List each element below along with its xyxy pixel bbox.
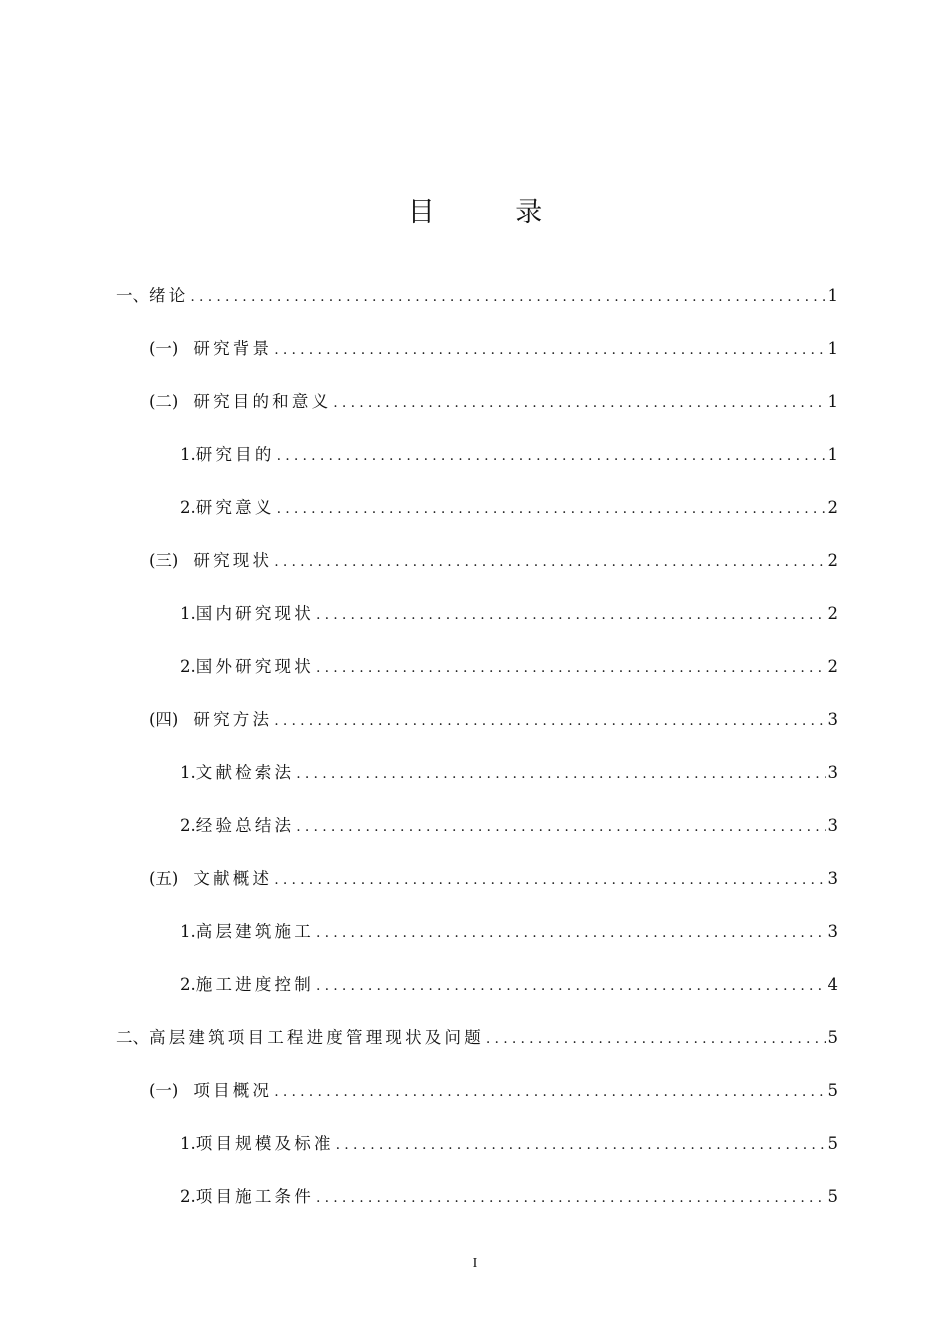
toc-entry-heading xyxy=(149,333,272,365)
toc-entry-label: 研究目的 xyxy=(195,445,275,464)
toc-entry-number: 1. xyxy=(180,763,196,782)
toc-dot-leader xyxy=(275,440,826,472)
toc-entry-heading xyxy=(180,916,314,948)
toc-entry[interactable] xyxy=(116,916,838,969)
toc-dot-leader xyxy=(294,758,825,790)
toc-dot-leader xyxy=(188,281,825,313)
toc-entry-label: 绪论 xyxy=(149,286,189,305)
toc-entry[interactable] xyxy=(116,704,838,757)
toc-entry-heading xyxy=(149,1075,272,1107)
toc-entry[interactable] xyxy=(116,545,838,598)
toc-entry[interactable] xyxy=(116,757,838,810)
toc-entry[interactable] xyxy=(116,1022,838,1075)
toc-entry-heading xyxy=(180,757,294,789)
toc-dot-leader xyxy=(314,1182,826,1214)
toc-dot-leader xyxy=(314,599,826,631)
toc-entry-number: (五) xyxy=(149,869,179,888)
toc-entry[interactable] xyxy=(116,969,838,1022)
toc-entry-number: 1. xyxy=(180,445,196,464)
toc-entry-page: 5 xyxy=(827,1081,838,1100)
toc-entry[interactable] xyxy=(116,1075,838,1128)
toc-entry-page: 2 xyxy=(827,604,838,623)
toc-entry-label: 施工进度控制 xyxy=(195,975,314,994)
toc-dot-leader xyxy=(272,705,825,737)
toc-entry[interactable] xyxy=(116,333,838,386)
toc-entry-label: 项目概况 xyxy=(193,1081,273,1100)
toc-entry[interactable] xyxy=(116,1128,838,1181)
toc-entry-page: 1 xyxy=(827,339,838,358)
toc-entry[interactable] xyxy=(116,439,838,492)
toc-entry-label: 研究背景 xyxy=(193,339,273,358)
toc-entry-page: 3 xyxy=(827,763,838,782)
toc-entry-number: (三) xyxy=(149,551,179,570)
toc-entry-page: 1 xyxy=(827,392,838,411)
toc-entry-heading xyxy=(180,439,275,471)
toc-entry-page: 2 xyxy=(827,657,838,676)
toc-entry[interactable] xyxy=(116,651,838,704)
toc-entry-number: (一) xyxy=(149,1081,179,1100)
toc-entry-heading xyxy=(180,1181,314,1213)
toc-entry-label: 高层建筑施工 xyxy=(195,922,314,941)
toc-dot-leader xyxy=(275,493,826,525)
toc-entry-heading xyxy=(180,492,275,524)
toc-dot-leader xyxy=(314,652,826,684)
toc-dot-leader xyxy=(484,1023,826,1055)
toc-entry-heading xyxy=(149,545,272,577)
toc-dot-leader xyxy=(272,1076,825,1108)
toc-entry-heading xyxy=(180,1128,334,1160)
toc-entry-label: 国内研究现状 xyxy=(195,604,314,623)
toc-entry-number: 一、 xyxy=(116,286,149,305)
toc-entry-number: 2. xyxy=(180,657,196,676)
toc-entry[interactable] xyxy=(116,863,838,916)
page-title: 目 录 xyxy=(407,197,579,228)
toc-dot-leader xyxy=(314,970,826,1002)
toc-entry[interactable] xyxy=(116,386,838,439)
toc-entry-number: 2. xyxy=(180,975,196,994)
table-of-contents xyxy=(116,280,838,1234)
toc-entry-page: 4 xyxy=(827,975,838,994)
toc-entry-label: 文献检索法 xyxy=(195,763,295,782)
toc-entry-page: 5 xyxy=(827,1134,838,1153)
toc-entry-label: 研究方法 xyxy=(193,710,273,729)
toc-dot-leader xyxy=(314,917,826,949)
toc-entry[interactable] xyxy=(116,1181,838,1234)
toc-entry-page: 2 xyxy=(827,498,838,517)
toc-entry-page: 1 xyxy=(827,445,838,464)
toc-entry-label: 国外研究现状 xyxy=(195,657,314,676)
toc-entry-number: 2. xyxy=(180,816,196,835)
toc-entry-heading xyxy=(149,863,272,895)
toc-entry-heading xyxy=(180,969,314,1001)
footer-page-number: I xyxy=(472,1256,478,1271)
toc-entry-number: 1. xyxy=(180,1134,196,1153)
toc-entry-label: 研究意义 xyxy=(195,498,275,517)
toc-entry[interactable] xyxy=(116,280,838,333)
toc-entry-label: 研究目的和意义 xyxy=(193,392,332,411)
toc-entry-label: 高层建筑项目工程进度管理现状及问题 xyxy=(149,1028,484,1047)
toc-entry-page: 5 xyxy=(827,1187,838,1206)
toc-entry-page: 5 xyxy=(827,1028,838,1047)
toc-entry[interactable] xyxy=(116,810,838,863)
toc-entry-heading xyxy=(149,386,331,418)
toc-entry-number: (四) xyxy=(149,710,179,729)
toc-entry-label: 项目施工条件 xyxy=(195,1187,314,1206)
toc-entry-page: 1 xyxy=(827,286,838,305)
toc-dot-leader xyxy=(334,1129,826,1161)
toc-dot-leader xyxy=(294,811,825,843)
toc-dot-leader xyxy=(331,387,825,419)
toc-entry-heading xyxy=(149,704,272,736)
toc-entry-page: 2 xyxy=(827,551,838,570)
toc-entry[interactable] xyxy=(116,492,838,545)
toc-entry-page: 3 xyxy=(827,816,838,835)
toc-entry-page: 3 xyxy=(827,869,838,888)
toc-entry-number: 1. xyxy=(180,922,196,941)
toc-dot-leader xyxy=(272,546,825,578)
toc-entry-heading xyxy=(180,810,294,842)
toc-entry-number: 2. xyxy=(180,498,196,517)
toc-dot-leader xyxy=(272,334,825,366)
toc-entry-number: (一) xyxy=(149,339,179,358)
toc-entry-heading xyxy=(180,598,314,630)
toc-entry-page: 3 xyxy=(827,922,838,941)
toc-entry-label: 经验总结法 xyxy=(195,816,295,835)
toc-entry-page: 3 xyxy=(827,710,838,729)
toc-entry-number: 2. xyxy=(180,1187,196,1206)
toc-entry-number: 二、 xyxy=(116,1028,149,1047)
toc-entry-label: 项目规模及标准 xyxy=(195,1134,334,1153)
toc-entry-heading xyxy=(116,280,188,312)
toc-entry-number: (二) xyxy=(149,392,179,411)
toc-entry-label: 研究现状 xyxy=(193,551,273,570)
toc-entry-number: 1. xyxy=(180,604,196,623)
toc-entry-label: 文献概述 xyxy=(193,869,273,888)
toc-entry[interactable] xyxy=(116,598,838,651)
toc-entry-heading xyxy=(116,1022,484,1054)
toc-dot-leader xyxy=(272,864,825,896)
toc-entry-heading xyxy=(180,651,314,683)
